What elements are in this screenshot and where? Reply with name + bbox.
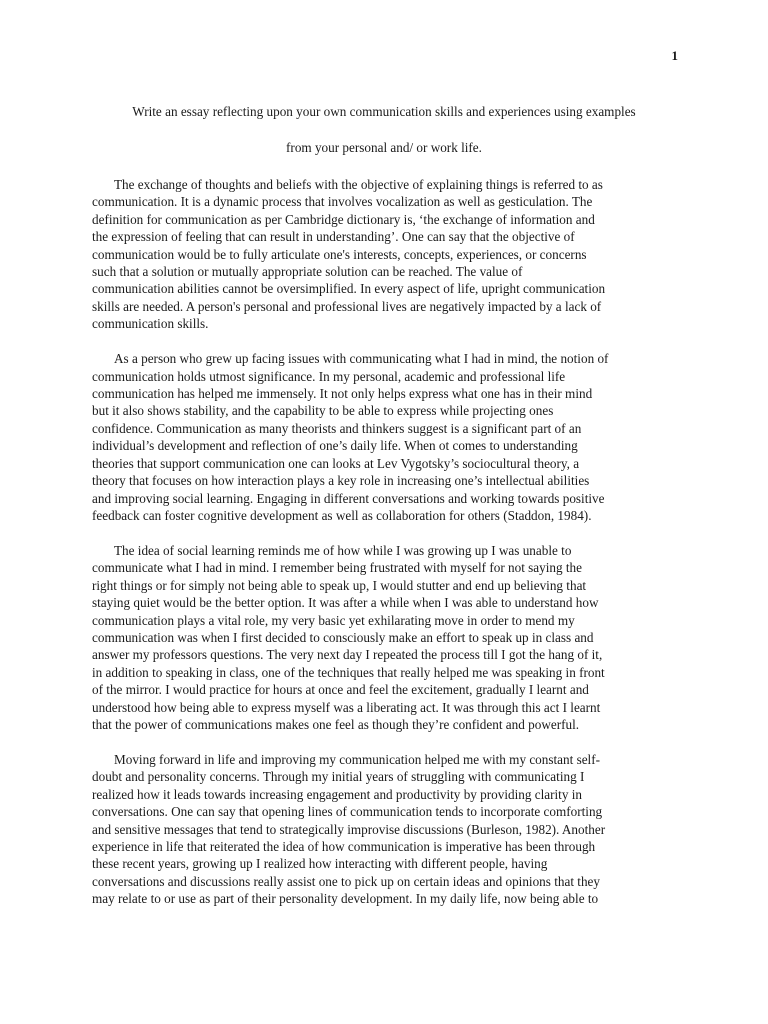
paragraph-2	[92, 350, 684, 524]
text-line: answer my professors questions. The very next day I repeated the process till I got the hang of it,	[92, 647, 603, 663]
text-line: of the mirror. I would practice for hours at once and feel the excitement, gradually I learnt and	[92, 682, 589, 698]
title-line: Write an essay reflecting upon your own communication skills and experiences using examples	[132, 104, 636, 119]
paragraph-3	[92, 542, 684, 733]
text-line: conversations. One can say that opening lines of communication tends to incorporate comforting	[92, 804, 603, 820]
text-line: communication would be to fully articulate one's interests, concepts, experiences, or concerns	[92, 246, 587, 262]
text-line: these recent years, growing up I realized how interacting with different people, having	[92, 856, 548, 872]
text-line: definition for communication as per Cambridge dictionary is, ‘the exchange of information and	[92, 211, 595, 227]
text-line: communication skills.	[92, 316, 209, 332]
text-line: such that a solution or mutually appropriate solution can be reached. The value of	[92, 264, 523, 280]
text-line: experience in life that reiterated the idea of how communication is imperative has been through	[92, 839, 596, 854]
text-line: The idea of social learning reminds me of how while I was growing up I was unable to	[114, 542, 572, 558]
text-line: communication. It is a dynamic process that involves vocalization as well as gesticulation. The	[92, 194, 593, 210]
text-line: realized how it leads towards increasing engagement and productivity by providing clarity in	[92, 786, 582, 802]
paragraph-1	[92, 176, 684, 333]
text-line: theory that focuses on how interaction plays a key role in increasing one’s intellectual abilities	[92, 473, 590, 489]
text-line: theories that support communication one can looks at Lev Vygotsky’s sociocultural theory, a	[92, 455, 580, 471]
text-line: in addition to speaking in class, one of the techniques that really helped me was speaking in front	[92, 664, 605, 680]
text-line: understood how being able to express myself was a liberating act. It was through this act I learnt	[92, 699, 601, 715]
text-line: communication holds utmost significance. In my personal, academic and professional life	[92, 368, 566, 384]
essay-body	[92, 176, 684, 925]
page-number: 1	[671, 48, 678, 63]
text-line: skills are needed. A person's personal and professional lives are negatively impacted by a lack of	[92, 298, 602, 314]
text-line: feedback can foster cognitive development as well as collaboration for others (Staddon, 1984).	[92, 507, 592, 523]
text-line: right things or for simply not being able to speak up, I would stutter and end up believing that	[92, 577, 587, 593]
title-line: from your personal and/ or work life.	[286, 140, 482, 155]
text-line: that the power of communications makes one feel as though they’re confident and powerful.	[92, 716, 580, 732]
text-line: communication was when I first decided to consciously make an effort to speak up in class and	[92, 629, 594, 645]
text-line: communication has helped me immensely. It not only helps express what one has in their mind	[92, 386, 593, 402]
text-line: communication abilities cannot be oversimplified. In every aspect of life, upright communication	[92, 281, 606, 297]
text-line: individual’s development and reflection of one’s daily life. When ot comes to understanding	[92, 438, 578, 454]
essay-prompt-title	[92, 94, 676, 166]
paragraph-4	[92, 751, 684, 908]
text-line: doubt and personality concerns. Through my initial years of struggling with communicating I	[92, 769, 585, 785]
text-line: and sensitive messages that tend to strategically improvise discussions (Burleson, 1982). Another	[92, 821, 606, 837]
text-line: and improving social learning. Engaging in different conversations and working towards positive	[92, 490, 605, 506]
text-line: The exchange of thoughts and beliefs with the objective of explaining things is referred to as	[114, 177, 603, 192]
text-line: communication plays a vital role, my very basic yet exhilarating move in order to mend my	[92, 612, 575, 628]
text-line: may relate to or use as part of their personality development. In my daily life, now being able to	[92, 891, 599, 907]
text-line: communicate what I had in mind. I remember being frustrated with myself for not saying the	[92, 560, 582, 576]
text-line: conversations and discussions really assist one to pick up on certain ideas and opinions that they	[92, 873, 600, 889]
text-line: the expression of feeling that can result in understanding’. One can say that the objective of	[92, 229, 575, 245]
text-line: staying quiet would be the better option. It was after a while when I was able to understand how	[92, 595, 599, 611]
text-line: but it also shows stability, and the capability to be able to express while projecting ones	[92, 403, 554, 419]
text-line: confidence. Communication as many theorists and thinkers suggest is a significant part of an	[92, 420, 582, 436]
text-line: As a person who grew up facing issues with communicating what I had in mind, the notion of	[114, 351, 609, 367]
text-line: Moving forward in life and improving my communication helped me with my constant self-	[114, 751, 601, 767]
